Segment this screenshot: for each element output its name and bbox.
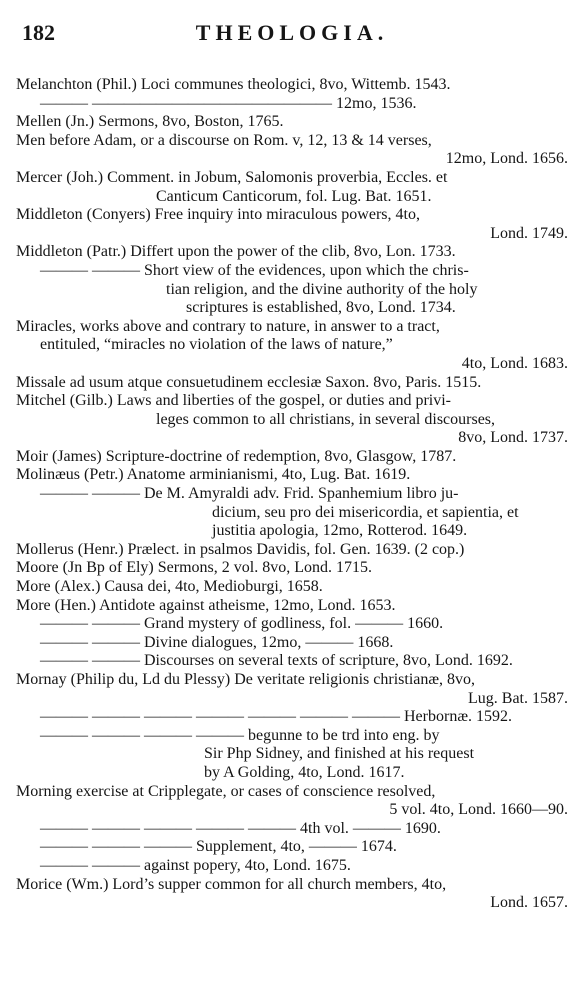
entry-line: ——— ——— Discourses on several texts of scripture, 8vo, Lond. 1692. (40, 652, 513, 670)
entry-line: entituled, “miracles no violation of the laws of nature,” (40, 336, 393, 354)
entry-line: Lond. 1657. (490, 894, 568, 912)
catalogue-entry (16, 559, 568, 578)
entry-line: Moore (Jn Bp of Ely) Sermons, 2 vol. 8vo, Lond. 1715. (16, 559, 372, 577)
entry-line: Lug. Bat. 1587. (468, 689, 568, 707)
entry-line: Mollerus (Henr.) Prælect. in psalmos Davidis, fol. Gen. 1639. (2 cop.) (16, 540, 465, 558)
entry-line: ——— ——— ——— ——— ——— 4th vol. ——— 1690. (40, 819, 441, 837)
entry-line: Middleton (Conyers) Free inquiry into miraculous powers, 4to, (16, 206, 420, 224)
entry-line: ——— ——— ——— Supplement, 4to, ——— 1674. (40, 838, 397, 856)
entry-line: tian religion, and the divine authority of the holy (166, 280, 478, 298)
catalogue-entry (16, 466, 568, 540)
entry-line: ——— ——— Divine dialogues, 12mo, ——— 1668. (40, 633, 394, 651)
entry-line: Mercer (Joh.) Comment. in Jobum, Salomonis proverbia, Eccles. et (16, 168, 448, 186)
entry-line: ——— ——— Grand mystery of godliness, fol. ——— 1660. (40, 615, 444, 633)
entry-line: ——— ——————————————— 12mo, 1536. (40, 94, 417, 112)
catalogue-entry (16, 448, 568, 467)
entry-line: 4to, Lond. 1683. (461, 354, 568, 372)
entry-line: Melanchton (Phil.) Loci communes theologici, 8vo, Wittemb. 1543. (16, 76, 451, 93)
entry-line: ——— ——— against popery, 4to, Lond. 1675. (40, 856, 351, 874)
catalogue-entry (16, 597, 568, 671)
entry-line: Missale ad usum atque consuetudinem ecclesiæ Saxon. 8vo, Paris. 1515. (16, 373, 482, 391)
entry-line: scriptures is established, 8vo, Lond. 1734. (186, 299, 456, 317)
entry-line: ——— ——— ——— ——— ——— ——— ——— Herbornæ. 1592. (40, 708, 512, 726)
entry-line: by A Golding, 4to, Lond. 1617. (204, 763, 405, 781)
entry-line: Moir (James) Scripture-doctrine of redemption, 8vo, Glasgow, 1787. (16, 447, 457, 465)
entry-line: 5 vol. 4to, Lond. 1660—90. (389, 801, 568, 819)
catalogue-entry (16, 671, 568, 783)
entry-line: 8vo, Lond. 1737. (458, 429, 568, 447)
entry-line: 12mo, Lond. 1656. (445, 150, 568, 168)
page-number: 182 (22, 20, 55, 45)
catalogue-entry (16, 578, 568, 597)
catalogue-entry (16, 392, 568, 448)
entry-line: More (Hen.) Antidote against atheisme, 12mo, Lond. 1653. (16, 596, 396, 614)
entry-line: Middleton (Patr.) Differt upon the power of the clib, 8vo, Lon. 1733. (16, 243, 456, 261)
catalogue-entry (16, 76, 568, 113)
entry-line: Miracles, works above and contrary to nature, in answer to a tract, (16, 317, 440, 335)
page-title: THEOLOGIA. (195, 20, 389, 45)
catalogue-entry (16, 206, 568, 243)
entry-line: Sir Php Sidney, and finished at his request (204, 745, 475, 763)
catalogue-entry (16, 876, 568, 913)
catalogue-entry (16, 169, 568, 206)
entry-line: Mellen (Jn.) Sermons, 8vo, Boston, 1765. (16, 113, 284, 131)
entry-line: Lond. 1749. (490, 224, 568, 242)
entry-line: Molinæus (Petr.) Anatome arminianismi, 4to, Lug. Bat. 1619. (16, 466, 411, 484)
entry-line: Canticum Canticorum, fol. Lug. Bat. 1651. (156, 187, 432, 205)
catalogue-entry (16, 113, 568, 132)
running-header (16, 20, 568, 60)
entry-line: Mornay (Philip du, Ld du Plessy) De veritate religionis christianæ, 8vo, (16, 671, 476, 688)
catalogue-entry (16, 318, 568, 374)
catalogue-entry (16, 132, 568, 169)
entry-line: Morning exercise at Cripplegate, or cases of conscience resolved, (16, 782, 436, 800)
entry-line: Mitchel (Gilb.) Laws and liberties of the gospel, or duties and privi- (16, 392, 452, 410)
catalogue-entries (16, 76, 568, 913)
entry-line: ——— ——— ——— ——— begunne to be trd into eng. by (40, 726, 440, 744)
entry-line: Men before Adam, or a discourse on Rom. v, 12, 13 & 14 verses, (16, 131, 432, 149)
catalogue-entry (16, 541, 568, 560)
entry-line: justitia apologia, 12mo, Rotterod. 1649. (212, 522, 468, 540)
entry-line: ——— ——— Short view of the evidences, upon which the chris- (40, 261, 469, 279)
entry-line: dicium, seu pro dei misericordia, et sapientia, et (212, 503, 519, 521)
catalogue-entry (16, 243, 568, 317)
entry-line: leges common to all christians, in several discourses, (156, 410, 496, 428)
catalogue-entry (16, 783, 568, 876)
entry-line: ——— ——— De M. Amyraldi adv. Frid. Spanhemium libro ju- (40, 485, 459, 503)
entry-line: Morice (Wm.) Lord’s supper common for all church members, 4to, (16, 875, 447, 893)
catalogue-entry (16, 374, 568, 393)
entry-line: More (Alex.) Causa dei, 4to, Medioburgi, 1658. (16, 578, 323, 596)
